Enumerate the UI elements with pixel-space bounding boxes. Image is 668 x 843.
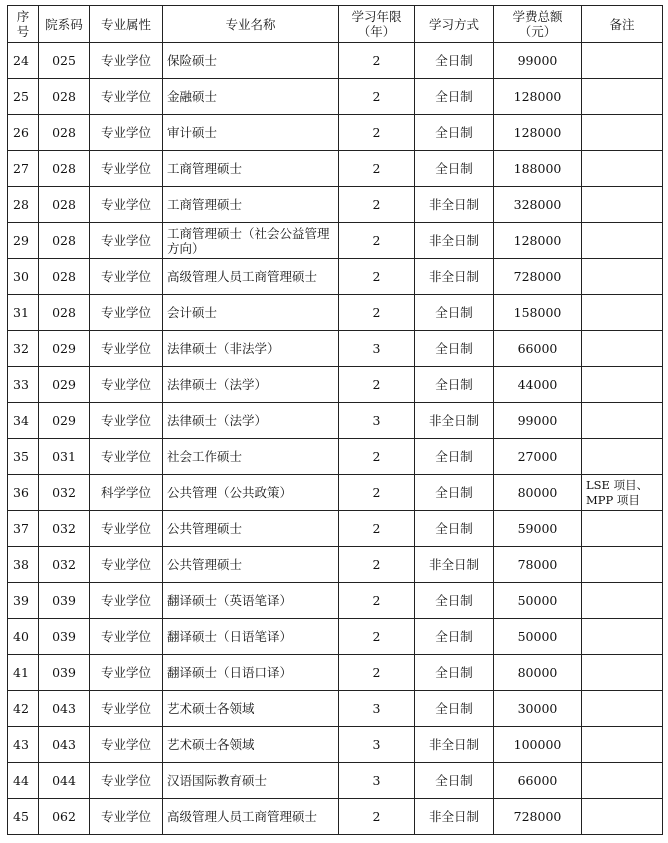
cell-index: 35 <box>8 439 39 475</box>
cell-study-mode: 全日制 <box>415 763 494 799</box>
cell-dept-code: 028 <box>39 223 90 259</box>
cell-duration: 2 <box>339 475 415 511</box>
cell-tuition: 728000 <box>494 259 582 295</box>
cell-dept-code: 028 <box>39 151 90 187</box>
table-row <box>8 727 663 763</box>
cell-index: 34 <box>8 403 39 439</box>
cell-major-name: 审计硕士 <box>163 115 339 151</box>
cell-tuition: 27000 <box>494 439 582 475</box>
cell-dept-code: 028 <box>39 295 90 331</box>
cell-tuition: 66000 <box>494 331 582 367</box>
cell-remarks <box>582 331 663 367</box>
cell-dept-code: 032 <box>39 511 90 547</box>
cell-study-mode: 全日制 <box>415 475 494 511</box>
table-row <box>8 79 663 115</box>
cell-index: 40 <box>8 619 39 655</box>
cell-duration: 2 <box>339 259 415 295</box>
table-row <box>8 223 663 259</box>
table-row <box>8 691 663 727</box>
cell-attribute: 专业学位 <box>90 763 163 799</box>
header-dept-code: 院系码 <box>39 6 90 43</box>
cell-duration: 3 <box>339 691 415 727</box>
header-major-name: 专业名称 <box>163 6 339 43</box>
cell-remarks <box>582 259 663 295</box>
cell-study-mode: 全日制 <box>415 295 494 331</box>
cell-attribute: 专业学位 <box>90 583 163 619</box>
cell-attribute: 专业学位 <box>90 619 163 655</box>
cell-tuition: 128000 <box>494 223 582 259</box>
header-study-mode: 学习方式 <box>415 6 494 43</box>
cell-dept-code: 032 <box>39 475 90 511</box>
cell-remarks <box>582 367 663 403</box>
cell-index: 45 <box>8 799 39 835</box>
table-row <box>8 583 663 619</box>
cell-study-mode: 全日制 <box>415 655 494 691</box>
cell-remarks <box>582 295 663 331</box>
cell-study-mode: 全日制 <box>415 43 494 79</box>
cell-remarks <box>582 223 663 259</box>
cell-index: 26 <box>8 115 39 151</box>
cell-study-mode: 非全日制 <box>415 799 494 835</box>
cell-remarks <box>582 763 663 799</box>
cell-duration: 2 <box>339 223 415 259</box>
table-row <box>8 43 663 79</box>
cell-duration: 2 <box>339 547 415 583</box>
cell-attribute: 专业学位 <box>90 799 163 835</box>
header-attribute: 专业属性 <box>90 6 163 43</box>
cell-major-name: 保险硕士 <box>163 43 339 79</box>
cell-tuition: 728000 <box>494 799 582 835</box>
cell-major-name: 高级管理人员工商管理硕士 <box>163 799 339 835</box>
cell-attribute: 专业学位 <box>90 151 163 187</box>
header-index: 序号 <box>8 6 39 43</box>
cell-index: 41 <box>8 655 39 691</box>
cell-major-name: 公共管理（公共政策） <box>163 475 339 511</box>
cell-study-mode: 全日制 <box>415 367 494 403</box>
cell-tuition: 66000 <box>494 763 582 799</box>
cell-major-name: 会计硕士 <box>163 295 339 331</box>
cell-major-name: 法律硕士（法学） <box>163 367 339 403</box>
cell-major-name: 法律硕士（非法学） <box>163 331 339 367</box>
cell-tuition: 328000 <box>494 187 582 223</box>
cell-study-mode: 全日制 <box>415 151 494 187</box>
table-row <box>8 331 663 367</box>
cell-remarks <box>582 583 663 619</box>
cell-dept-code: 043 <box>39 691 90 727</box>
cell-attribute: 专业学位 <box>90 43 163 79</box>
cell-major-name: 金融硕士 <box>163 79 339 115</box>
cell-index: 28 <box>8 187 39 223</box>
cell-attribute: 专业学位 <box>90 439 163 475</box>
cell-duration: 3 <box>339 727 415 763</box>
cell-dept-code: 031 <box>39 439 90 475</box>
cell-major-name: 高级管理人员工商管理硕士 <box>163 259 339 295</box>
header-remarks: 备注 <box>582 6 663 43</box>
cell-tuition: 99000 <box>494 403 582 439</box>
cell-duration: 2 <box>339 439 415 475</box>
table-row <box>8 295 663 331</box>
cell-dept-code: 028 <box>39 259 90 295</box>
cell-dept-code: 029 <box>39 331 90 367</box>
header-duration: 学习年限（年） <box>339 6 415 43</box>
cell-tuition: 78000 <box>494 547 582 583</box>
cell-remarks <box>582 691 663 727</box>
table-row <box>8 259 663 295</box>
cell-dept-code: 028 <box>39 79 90 115</box>
cell-attribute: 科学学位 <box>90 475 163 511</box>
cell-tuition: 100000 <box>494 727 582 763</box>
cell-remarks <box>582 79 663 115</box>
cell-remarks <box>582 187 663 223</box>
cell-study-mode: 全日制 <box>415 583 494 619</box>
cell-study-mode: 非全日制 <box>415 223 494 259</box>
cell-remarks: LSE 项目、MPP 项目 <box>582 475 663 511</box>
cell-duration: 3 <box>339 331 415 367</box>
cell-attribute: 专业学位 <box>90 295 163 331</box>
cell-index: 36 <box>8 475 39 511</box>
cell-study-mode: 非全日制 <box>415 259 494 295</box>
cell-major-name: 工商管理硕士 <box>163 151 339 187</box>
tuition-table <box>7 5 663 835</box>
cell-remarks <box>582 43 663 79</box>
cell-duration: 2 <box>339 115 415 151</box>
cell-remarks <box>582 727 663 763</box>
cell-dept-code: 039 <box>39 619 90 655</box>
cell-attribute: 专业学位 <box>90 727 163 763</box>
cell-major-name: 公共管理硕士 <box>163 547 339 583</box>
cell-attribute: 专业学位 <box>90 547 163 583</box>
cell-index: 29 <box>8 223 39 259</box>
cell-major-name: 公共管理硕士 <box>163 511 339 547</box>
cell-duration: 2 <box>339 619 415 655</box>
cell-dept-code: 029 <box>39 403 90 439</box>
table-row <box>8 151 663 187</box>
cell-remarks <box>582 439 663 475</box>
cell-duration: 2 <box>339 151 415 187</box>
cell-attribute: 专业学位 <box>90 511 163 547</box>
cell-tuition: 188000 <box>494 151 582 187</box>
cell-major-name: 法律硕士（法学） <box>163 403 339 439</box>
cell-study-mode: 非全日制 <box>415 187 494 223</box>
cell-index: 25 <box>8 79 39 115</box>
cell-duration: 2 <box>339 799 415 835</box>
cell-index: 43 <box>8 727 39 763</box>
cell-dept-code: 039 <box>39 583 90 619</box>
cell-attribute: 专业学位 <box>90 655 163 691</box>
cell-tuition: 44000 <box>494 367 582 403</box>
cell-tuition: 128000 <box>494 79 582 115</box>
cell-index: 31 <box>8 295 39 331</box>
cell-study-mode: 非全日制 <box>415 547 494 583</box>
cell-tuition: 128000 <box>494 115 582 151</box>
table-row <box>8 619 663 655</box>
cell-remarks <box>582 151 663 187</box>
cell-tuition: 59000 <box>494 511 582 547</box>
cell-tuition: 50000 <box>494 619 582 655</box>
cell-study-mode: 全日制 <box>415 331 494 367</box>
cell-duration: 2 <box>339 295 415 331</box>
cell-study-mode: 全日制 <box>415 691 494 727</box>
cell-attribute: 专业学位 <box>90 403 163 439</box>
table-row <box>8 547 663 583</box>
cell-dept-code: 032 <box>39 547 90 583</box>
table-header-row <box>8 6 663 43</box>
cell-index: 24 <box>8 43 39 79</box>
cell-remarks <box>582 619 663 655</box>
cell-major-name: 工商管理硕士 <box>163 187 339 223</box>
cell-major-name: 工商管理硕士（社会公益管理方向） <box>163 223 339 259</box>
cell-tuition: 80000 <box>494 475 582 511</box>
table-row <box>8 115 663 151</box>
cell-major-name: 翻译硕士（英语笔译） <box>163 583 339 619</box>
cell-attribute: 专业学位 <box>90 115 163 151</box>
cell-index: 42 <box>8 691 39 727</box>
cell-attribute: 专业学位 <box>90 691 163 727</box>
cell-remarks <box>582 511 663 547</box>
header-tuition: 学费总额（元） <box>494 6 582 43</box>
table-row <box>8 187 663 223</box>
cell-study-mode: 全日制 <box>415 511 494 547</box>
cell-study-mode: 全日制 <box>415 115 494 151</box>
cell-attribute: 专业学位 <box>90 367 163 403</box>
cell-duration: 2 <box>339 187 415 223</box>
cell-dept-code: 029 <box>39 367 90 403</box>
cell-index: 38 <box>8 547 39 583</box>
cell-index: 30 <box>8 259 39 295</box>
cell-index: 37 <box>8 511 39 547</box>
cell-duration: 2 <box>339 655 415 691</box>
table-row <box>8 799 663 835</box>
cell-remarks <box>582 655 663 691</box>
table-row <box>8 439 663 475</box>
table-row <box>8 367 663 403</box>
cell-major-name: 社会工作硕士 <box>163 439 339 475</box>
table-row <box>8 655 663 691</box>
cell-major-name: 翻译硕士（日语口译） <box>163 655 339 691</box>
cell-dept-code: 044 <box>39 763 90 799</box>
table-row <box>8 511 663 547</box>
cell-duration: 2 <box>339 79 415 115</box>
cell-remarks <box>582 799 663 835</box>
cell-dept-code: 028 <box>39 187 90 223</box>
cell-duration: 2 <box>339 43 415 79</box>
cell-attribute: 专业学位 <box>90 331 163 367</box>
cell-study-mode: 全日制 <box>415 439 494 475</box>
cell-study-mode: 非全日制 <box>415 727 494 763</box>
cell-tuition: 80000 <box>494 655 582 691</box>
cell-dept-code: 043 <box>39 727 90 763</box>
cell-major-name: 翻译硕士（日语笔译） <box>163 619 339 655</box>
cell-duration: 2 <box>339 583 415 619</box>
cell-study-mode: 全日制 <box>415 619 494 655</box>
cell-duration: 2 <box>339 367 415 403</box>
table-body <box>8 43 663 835</box>
cell-major-name: 汉语国际教育硕士 <box>163 763 339 799</box>
cell-study-mode: 全日制 <box>415 79 494 115</box>
cell-index: 33 <box>8 367 39 403</box>
cell-dept-code: 025 <box>39 43 90 79</box>
cell-dept-code: 028 <box>39 115 90 151</box>
cell-tuition: 50000 <box>494 583 582 619</box>
cell-tuition: 30000 <box>494 691 582 727</box>
cell-tuition: 158000 <box>494 295 582 331</box>
cell-remarks <box>582 115 663 151</box>
cell-duration: 3 <box>339 763 415 799</box>
cell-duration: 2 <box>339 511 415 547</box>
cell-remarks <box>582 547 663 583</box>
table-row <box>8 403 663 439</box>
cell-remarks <box>582 403 663 439</box>
cell-index: 44 <box>8 763 39 799</box>
cell-index: 32 <box>8 331 39 367</box>
cell-tuition: 99000 <box>494 43 582 79</box>
table-row <box>8 763 663 799</box>
table-row <box>8 475 663 511</box>
cell-dept-code: 062 <box>39 799 90 835</box>
cell-index: 39 <box>8 583 39 619</box>
cell-major-name: 艺术硕士各领域 <box>163 691 339 727</box>
cell-dept-code: 039 <box>39 655 90 691</box>
cell-major-name: 艺术硕士各领域 <box>163 727 339 763</box>
cell-attribute: 专业学位 <box>90 79 163 115</box>
cell-study-mode: 非全日制 <box>415 403 494 439</box>
cell-attribute: 专业学位 <box>90 223 163 259</box>
cell-attribute: 专业学位 <box>90 187 163 223</box>
cell-duration: 3 <box>339 403 415 439</box>
cell-attribute: 专业学位 <box>90 259 163 295</box>
cell-index: 27 <box>8 151 39 187</box>
